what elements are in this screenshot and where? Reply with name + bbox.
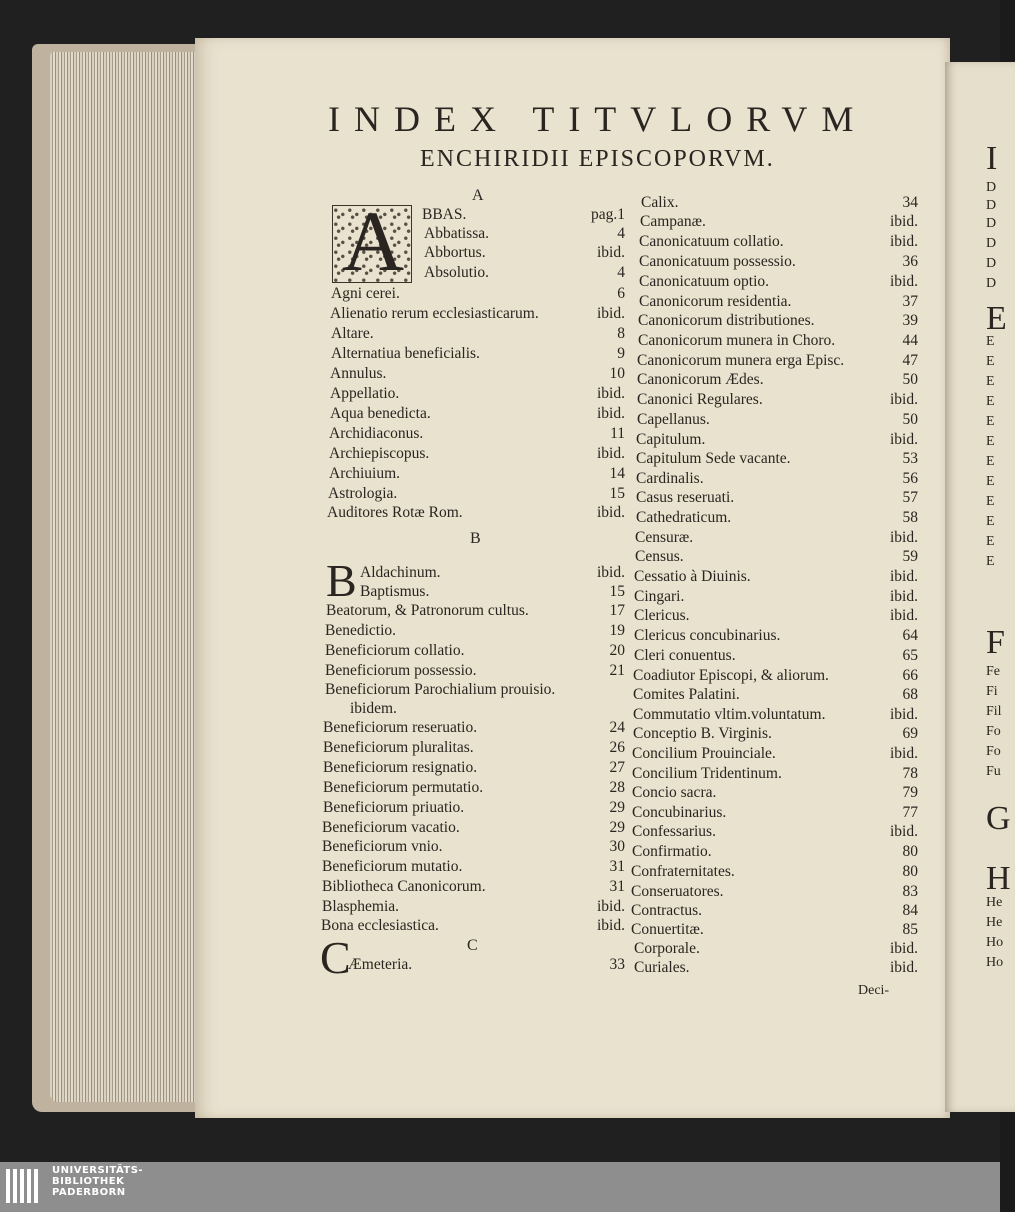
right-index-page-number: 65 — [902, 647, 918, 664]
right-index-entry: Cathedraticum. — [636, 509, 732, 526]
left-index-entry: Beneficiorum vnio. — [322, 838, 443, 855]
index-title: INDEX TITVLORVM — [328, 99, 868, 139]
right-index-entry: Capitulum. — [636, 431, 706, 448]
logo-line-3: PADERBORN — [52, 1187, 126, 1198]
right-index-page-number: ibid. — [890, 431, 918, 448]
facing-page-fragment: He — [986, 895, 1003, 910]
left-index-entry: Baptismus. — [360, 583, 430, 600]
right-index-page-number: 58 — [902, 509, 918, 526]
left-index-page-number: 11 — [610, 425, 625, 442]
facing-page-fragment: E — [986, 394, 995, 409]
left-index-entry: Agni cerei. — [331, 285, 400, 302]
facing-page-fragment: D — [986, 198, 997, 213]
right-index-entry: Canonici Regulares. — [637, 391, 763, 408]
right-index-entry: Conuertitæ. — [631, 921, 704, 938]
right-index-page-number: ibid. — [890, 940, 918, 957]
right-index-entry: Comites Palatini. — [633, 686, 740, 703]
right-index-entry: Casus reseruati. — [636, 489, 735, 506]
right-index-entry: Cleri conuentus. — [634, 647, 736, 664]
page-edges — [50, 52, 200, 1102]
right-index-entry: Cardinalis. — [636, 470, 704, 487]
left-index-page-number: ibid. — [597, 244, 625, 261]
left-index-page-number: 20 — [609, 642, 625, 659]
facing-page-fragment: E — [986, 414, 995, 429]
left-index-entry: Beneficiorum permutatio. — [323, 779, 484, 796]
right-index-page-number: 80 — [902, 843, 918, 860]
left-index-page-number: 4 — [617, 264, 625, 281]
library-footer — [0, 1162, 1000, 1212]
ornamental-initial-a: A — [332, 205, 412, 283]
facing-page-fragment: D — [986, 276, 997, 291]
left-index-page-number: ibid. — [597, 504, 625, 521]
left-index-page-number: ibid. — [597, 385, 625, 402]
facing-page-fragment: I — [986, 140, 998, 177]
initial-c: C — [320, 932, 351, 983]
facing-page-fragment: Ho — [986, 955, 1004, 970]
facing-page-fragment: E — [986, 354, 995, 369]
left-index-page-number: 15 — [609, 583, 625, 600]
left-index-page-number: ibid. — [597, 898, 625, 915]
left-index-page-number: 30 — [609, 838, 625, 855]
right-index-page-number: 66 — [902, 667, 918, 684]
catchword: Deci- — [858, 983, 890, 998]
right-index-entry: Concubinarius. — [632, 804, 727, 821]
left-index-page-number: 14 — [609, 465, 625, 482]
left-index-entry: Beatorum, & Patronorum cultus. — [326, 602, 529, 619]
right-index-page-number: ibid. — [890, 273, 918, 290]
left-index-page-number: 28 — [609, 779, 625, 796]
right-index-page-number: 53 — [902, 450, 918, 467]
right-index-entry: Censuræ. — [635, 529, 694, 546]
left-index-entry: Beneficiorum priuatio. — [323, 799, 465, 816]
right-index-page-number: 36 — [902, 253, 918, 270]
left-index-page-number: 17 — [609, 602, 625, 619]
facing-page-fragment: E — [986, 454, 995, 469]
facing-page-fragment: F — [986, 624, 1005, 661]
right-index-entry: Curiales. — [634, 959, 690, 976]
left-index-entry: Astrologia. — [328, 485, 398, 502]
left-index-entry: Beneficiorum possessio. — [325, 662, 477, 679]
left-index-page-number: 15 — [609, 485, 625, 502]
right-index-entry: Canonicorum munera erga Episc. — [637, 352, 845, 369]
left-index-page-number: 26 — [609, 739, 625, 756]
initial-b: B — [326, 555, 357, 606]
right-index-entry: Concio sacra. — [632, 784, 717, 801]
right-index-entry: Canonicorum distributiones. — [638, 312, 815, 329]
right-index-entry: Clericus concubinarius. — [634, 627, 781, 644]
facing-page-fragment: E — [986, 514, 995, 529]
right-index-page-number: 47 — [902, 352, 918, 369]
right-index-page-number: 77 — [902, 804, 918, 821]
right-index-entry: Canonicatuum optio. — [639, 273, 770, 290]
right-index-entry: Canonicorum residentia. — [639, 293, 792, 310]
right-index-entry: Confessarius. — [632, 823, 716, 840]
left-index-entry: Alternatiua beneficialis. — [331, 345, 480, 362]
facing-page-fragment: E — [986, 334, 995, 349]
left-index-entry: Altare. — [331, 325, 374, 342]
left-index-entry: Benedictio. — [325, 622, 397, 639]
left-index-entry: Beneficiorum pluralitas. — [323, 739, 474, 756]
left-index-page-number: 29 — [609, 799, 625, 816]
facing-page-fragment: Fil — [986, 704, 1002, 719]
left-index-page-number: pag.1 — [590, 206, 625, 223]
facing-page-fragment: D — [986, 236, 997, 251]
right-index-entry: Campanæ. — [640, 213, 706, 230]
left-index-entry: Aldachinum. — [360, 564, 441, 581]
right-index-page-number: 64 — [902, 627, 918, 644]
right-index-entry: Capellanus. — [637, 411, 710, 428]
left-index-entry: BBAS. — [422, 206, 467, 223]
left-index-entry: Blasphemia. — [322, 898, 400, 915]
left-index-entry: Alienatio rerum ecclesiasticarum. — [330, 305, 539, 322]
right-index-entry: Cessatio à Diuinis. — [634, 568, 751, 585]
left-index-page-number: 31 — [609, 858, 625, 875]
left-index-entry: ibidem. — [350, 700, 397, 717]
right-index-entry: Calix. — [641, 194, 679, 211]
left-index-entry: Beneficiorum resignatio. — [323, 759, 478, 776]
right-index-entry: Clericus. — [634, 607, 690, 624]
facing-page-fragment: E — [986, 494, 995, 509]
section-letter-a: A — [472, 187, 484, 204]
left-index-entry: Æmeteria. — [348, 956, 413, 973]
left-index-entry: Archidiaconus. — [329, 425, 424, 442]
left-index-page-number: ibid. — [597, 445, 625, 462]
right-index-entry: Contractus. — [631, 902, 703, 919]
logo-line-1: UNIVERSITÄTS- — [52, 1165, 144, 1176]
right-index-page-number: ibid. — [890, 213, 918, 230]
right-index-entry: Coadiutor Episcopi, & aliorum. — [633, 667, 829, 684]
left-index-page-number: 29 — [609, 819, 625, 836]
facing-page-fragment: Fo — [986, 744, 1001, 759]
left-index-entry: Beneficiorum vacatio. — [322, 819, 460, 836]
right-index-page-number: 68 — [902, 686, 918, 703]
facing-page-fragment: E — [986, 474, 995, 489]
left-index-entry: Beneficiorum reseruatio. — [323, 719, 478, 736]
right-index-page-number: ibid. — [890, 391, 918, 408]
right-index-page-number: ibid. — [890, 529, 918, 546]
left-index-page-number: 21 — [609, 662, 625, 679]
right-index-page-number: 83 — [902, 883, 918, 900]
right-index-page-number: 44 — [902, 332, 918, 349]
right-index-page-number: 78 — [902, 765, 918, 782]
facing-page-fragment: Fi — [986, 684, 998, 699]
right-index-page-number: 80 — [902, 863, 918, 880]
facing-page-fragment: Ho — [986, 935, 1004, 950]
left-index-entry: Bibliotheca Canonicorum. — [322, 878, 486, 895]
left-index-entry: Annulus. — [330, 365, 387, 382]
index-page — [195, 38, 950, 1118]
right-index-page-number: 50 — [902, 411, 918, 428]
right-index-page-number: 34 — [902, 194, 918, 211]
facing-page-fragment: Fo — [986, 724, 1001, 739]
right-index-page-number: ibid. — [890, 588, 918, 605]
left-index-page-number: 33 — [609, 956, 625, 973]
right-index-entry: Corporale. — [634, 940, 700, 957]
facing-page-fragment: H — [986, 860, 1011, 897]
right-index-page-number: 57 — [902, 489, 918, 506]
left-index-page-number: ibid. — [597, 917, 625, 934]
left-index-page-number: 31 — [609, 878, 625, 895]
left-index-entry: Beneficiorum Parochialium prouisio. — [325, 681, 556, 698]
left-index-page-number: ibid. — [597, 405, 625, 422]
logo-line-2: BIBLIOTHEK — [52, 1176, 125, 1187]
right-index-page-number: 59 — [902, 548, 918, 565]
right-index-entry: Canonicorum munera in Choro. — [638, 332, 836, 349]
facing-page-fragment: E — [986, 374, 995, 389]
right-index-entry: Canonicatuum collatio. — [639, 233, 784, 250]
right-index-entry: Confraternitates. — [631, 863, 735, 880]
library-logo-text — [52, 1165, 143, 1198]
left-index-page-number: 9 — [617, 345, 625, 362]
left-index-entry: Beneficiorum collatio. — [325, 642, 465, 659]
section-letter-c: C — [467, 937, 478, 954]
right-index-entry: Conceptio B. Virginis. — [633, 725, 772, 742]
right-index-page-number: ibid. — [890, 568, 918, 585]
left-index-entry: Beneficiorum mutatio. — [322, 858, 463, 875]
right-index-page-number: 85 — [902, 921, 918, 938]
right-index-entry: Commutatio vltim.voluntatum. — [633, 706, 826, 723]
facing-page-fragment: E — [986, 554, 995, 569]
left-index-entry: Bona ecclesiastica. — [321, 917, 439, 934]
right-index-page-number: ibid. — [890, 745, 918, 762]
left-index-page-number: ibid. — [597, 305, 625, 322]
right-index-page-number: ibid. — [890, 706, 918, 723]
facing-page-fragment: E — [986, 534, 995, 549]
right-index-entry: Concilium Prouinciale. — [632, 745, 776, 762]
facing-page-fragment: D — [986, 180, 997, 195]
left-index-page-number: 19 — [609, 622, 625, 639]
left-index-page-number: 8 — [617, 325, 625, 342]
section-letter-b: B — [470, 530, 481, 547]
facing-page-fragment: D — [986, 256, 997, 271]
facing-page-fragment: Fe — [986, 664, 1000, 679]
right-index-entry: Canonicorum Ædes. — [637, 371, 764, 388]
facing-page-edge — [945, 62, 1015, 1112]
left-index-entry: Archiuium. — [329, 465, 401, 482]
facing-page-fragment: E — [986, 300, 1007, 337]
right-index-entry: Conseruatores. — [631, 883, 724, 900]
right-index-entry: Confirmatio. — [632, 843, 712, 860]
right-index-page-number: 56 — [902, 470, 918, 487]
index-subtitle: ENCHIRIDII EPISCOPORVM. — [420, 146, 775, 172]
left-index-entry: Archiepiscopus. — [329, 445, 430, 462]
right-index-page-number: ibid. — [890, 607, 918, 624]
right-index-page-number: ibid. — [890, 959, 918, 976]
right-index-entry: Capitulum Sede vacante. — [636, 450, 791, 467]
right-index-entry: Cingari. — [634, 588, 685, 605]
left-index-page-number: 10 — [609, 365, 625, 382]
right-index-entry: Census. — [635, 548, 684, 565]
left-index-page-number: 4 — [617, 225, 625, 242]
right-index-page-number: 39 — [902, 312, 918, 329]
right-index-page-number: 84 — [902, 902, 918, 919]
right-index-page-number: 79 — [902, 784, 918, 801]
library-logo-icon — [6, 1165, 44, 1207]
facing-page-fragment: G — [986, 800, 1011, 837]
right-index-page-number: 50 — [902, 371, 918, 388]
right-index-page-number: ibid. — [890, 233, 918, 250]
facing-page-fragment: E — [986, 434, 995, 449]
left-index-page-number: ibid. — [597, 564, 625, 581]
right-index-entry: Concilium Tridentinum. — [632, 765, 782, 782]
facing-page-fragment: D — [986, 216, 997, 231]
left-index-entry: Auditores Rotæ Rom. — [327, 504, 463, 521]
left-index-entry: Abbatissa. — [424, 225, 490, 242]
left-index-entry: Aqua benedicta. — [330, 405, 431, 422]
right-index-entry: Canonicatuum possessio. — [639, 253, 796, 270]
left-index-page-number: 24 — [609, 719, 625, 736]
facing-page-fragment: Fu — [986, 764, 1001, 779]
facing-page-fragment: He — [986, 915, 1003, 930]
left-index-page-number: 27 — [609, 759, 625, 776]
left-index-entry: Appellatio. — [330, 385, 400, 402]
right-index-page-number: 69 — [902, 725, 918, 742]
right-index-page-number: ibid. — [890, 823, 918, 840]
left-index-page-number: 6 — [617, 285, 625, 302]
left-index-entry: Absolutio. — [424, 264, 490, 281]
left-index-entry: Abbortus. — [424, 244, 486, 261]
right-index-page-number: 37 — [902, 293, 918, 310]
